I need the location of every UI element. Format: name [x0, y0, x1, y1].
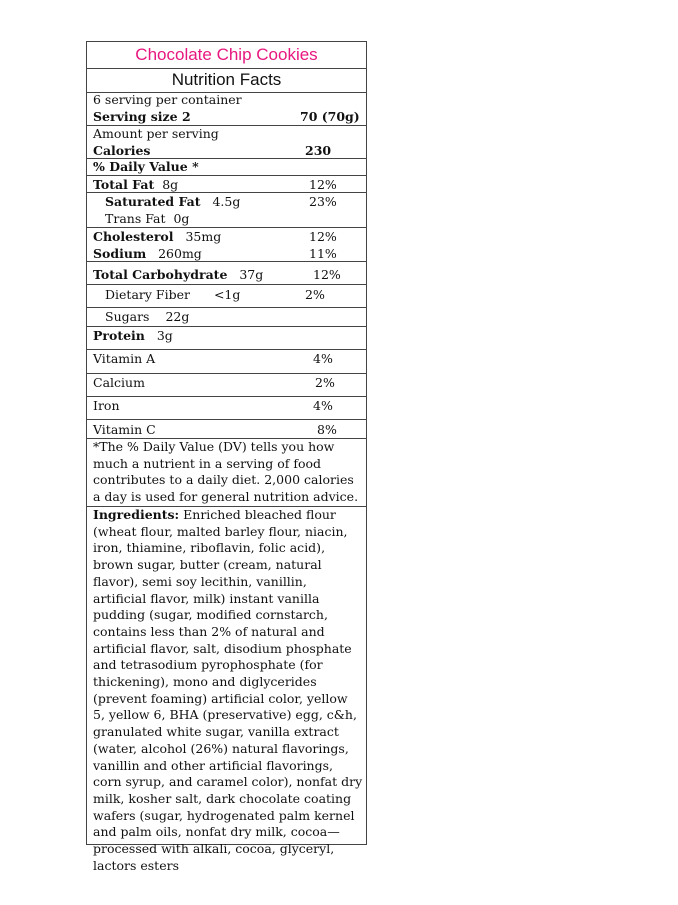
calories-value: 230: [305, 143, 332, 158]
product-title: Chocolate Chip Cookies: [135, 45, 318, 64]
ingredients-text: Enriched bleached flour (wheat flour, malted barley flour, niacin, iron, thiamine, riboflavin, folic acid), brown sugar, butter (cream, natural flavor), semi soy lecithin, vanillin, artificial flavor, milk) instant vanilla pudding (sugar, modified cornstarch, contains less than 2% of natural and artificial flavor, salt, disodium phosphate and tetrasodium pyrophosphate (for thickening), mono and diglycerides (prevent foaming) artificial color, yellow 5, yellow 6, BHA (preservative) egg, c&h, granulated white sugar, vanilla extract (water, alcohol (26%) natural flavorings, vanillin and other artificial flavorings, corn syrup, and caramel color), nonfat dry milk, kosher salt, dark chocolate coating wafers (sugar, hydrogenated palm kernel and palm oils, nonfat dry milk, cocoa—processed with alkali, cocoa, glyceryl, lactors esters: [93, 507, 363, 873]
calories-label: Calories: [93, 143, 151, 158]
ingredients-label: Ingredients:: [93, 507, 180, 522]
serving-size-label: Serving size 2: [93, 109, 191, 124]
ingredients: [93, 507, 363, 874]
nutrition-label: Chocolate Chip Cookies Nutrition Facts 6 serving per container Serving size 2 70 (70g) Amount per serving Calories 230 % Daily Value * Total Fat 8g 12% Saturated Fat 4.5g 23% Trans Fat 0g Cholesterol 35mg 12% Sodium 260mg 11% Total Carbohydrate 37g 12% Dietary Fiber <1g 2% Sugars 22g Protein 3g Vitamin A 4% Calcium 2% Iron 4% Vitamin C 8% *The % Daily Value (DV) tells you how much a nutrient in a serving of food contributes to a daily diet. 2,000 calories a day is used for general nutrition advice. Ingredients: Enriched bleached flour (wheat flour, malted barley flour, niacin, iron, thiamine, riboflavin, folic acid), brown sugar, butter (cream, natural flavor), semi soy lecithin, vanillin, artificial flavor, milk) instant vanilla pudding (sugar, modified cornstarch, contains less than 2% of natural and artificial flavor, salt, disodium phosphate and tetrasodium pyrophosphate (for thickening), mono and diglycerides (prevent foaming) artificial color, yellow 5, yellow 6, BHA (preservative) egg, c&h, granulated white sugar, vanilla extract (water, alcohol (26%) natural flavorings, vanillin and other artificial flavorings, corn syrup, and caramel color), nonfat dry milk, kosher salt, dark chocolate coating wafers (sugar, hydrogenated palm kernel and palm oils, nonfat dry milk, cocoa—processed with alkali, cocoa, glyceryl, lactors esters: [86, 41, 367, 845]
divider: [87, 261, 366, 262]
daily-value-footnote: *The % Daily Value (DV) tells you how much a nutrient in a serving of food contributes to a daily diet. 2,000 calories a day is used for general nutrition advice.: [93, 439, 359, 505]
nutrition-facts-heading: Nutrition Facts: [171, 70, 282, 89]
divider: [87, 419, 366, 420]
divider: [87, 284, 366, 285]
serving-size-value: 70 (70g): [300, 109, 360, 124]
